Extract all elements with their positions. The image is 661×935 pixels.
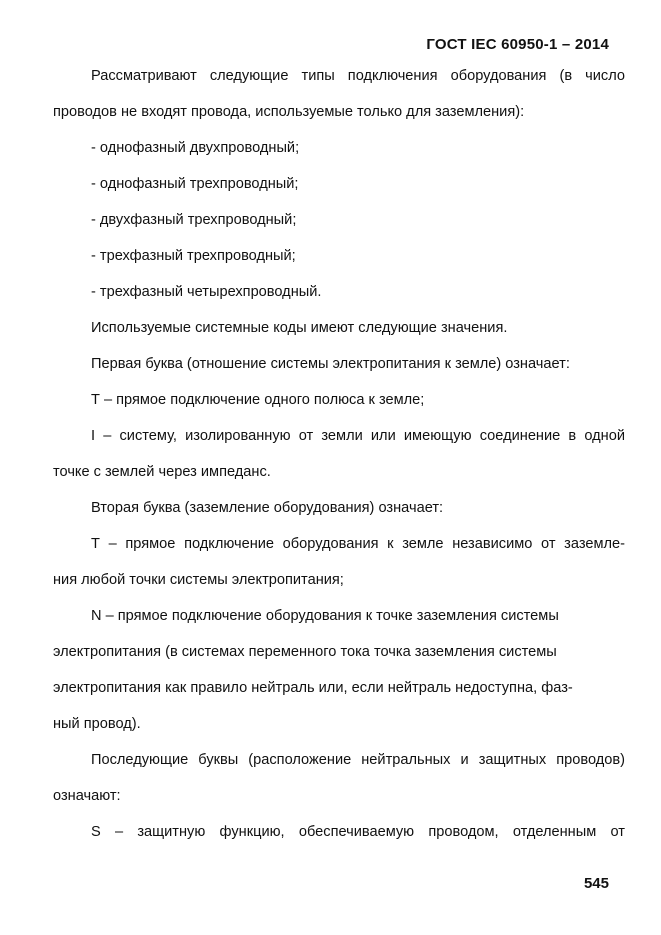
text-line: I – систему, изолированную от земли или имеющую соединение в одной	[91, 428, 625, 444]
page-number: 545	[583, 875, 609, 892]
text-line: - трехфазный четырехпроводный.	[91, 284, 322, 300]
document-header: ГОСТ IEC 60950-1 – 2014	[426, 36, 609, 53]
text-line: Т – прямое подключение одного полюса к земле;	[91, 392, 425, 408]
document-body	[53, 58, 625, 850]
text-line: Первая буква (отношение системы электропитания к земле) означает:	[91, 356, 570, 372]
text-line: ния любой точки системы электропитания;	[53, 572, 344, 588]
text-line: Используемые системные коды имеют следующие значения.	[91, 320, 508, 336]
text-line: - однофазный трехпроводный;	[91, 176, 299, 192]
text-line: ный провод).	[53, 716, 141, 732]
text-line: означают:	[53, 788, 121, 804]
text-line: точке с землей через импеданс.	[53, 464, 271, 480]
text-line: S – защитную функцию, обеспечиваемую проводом, отделенным от	[91, 824, 625, 840]
text-line: Вторая буква (заземление оборудования) означает:	[91, 500, 444, 516]
text-line: электропитания как правило нейтраль или, если нейтраль недоступна, фаз-	[53, 680, 573, 696]
text-line: - двухфазный трехпроводный;	[91, 212, 297, 228]
text-line: Рассматривают следующие типы подключения оборудования (в число	[91, 68, 625, 84]
text-line: проводов не входят провода, используемые только для заземления):	[53, 104, 525, 120]
text-line: Последующие буквы (расположение нейтральных и защитных проводов)	[91, 752, 625, 768]
text-line: электропитания (в системах переменного тока точка заземления системы	[53, 644, 557, 660]
text-line: - трехфазный трехпроводный;	[91, 248, 296, 264]
text-line: N – прямое подключение оборудования к точке заземления системы	[91, 608, 559, 624]
text-line: - однофазный двухпроводный;	[91, 140, 300, 156]
text-line: Т – прямое подключение оборудования к земле независимо от заземле-	[91, 536, 625, 552]
